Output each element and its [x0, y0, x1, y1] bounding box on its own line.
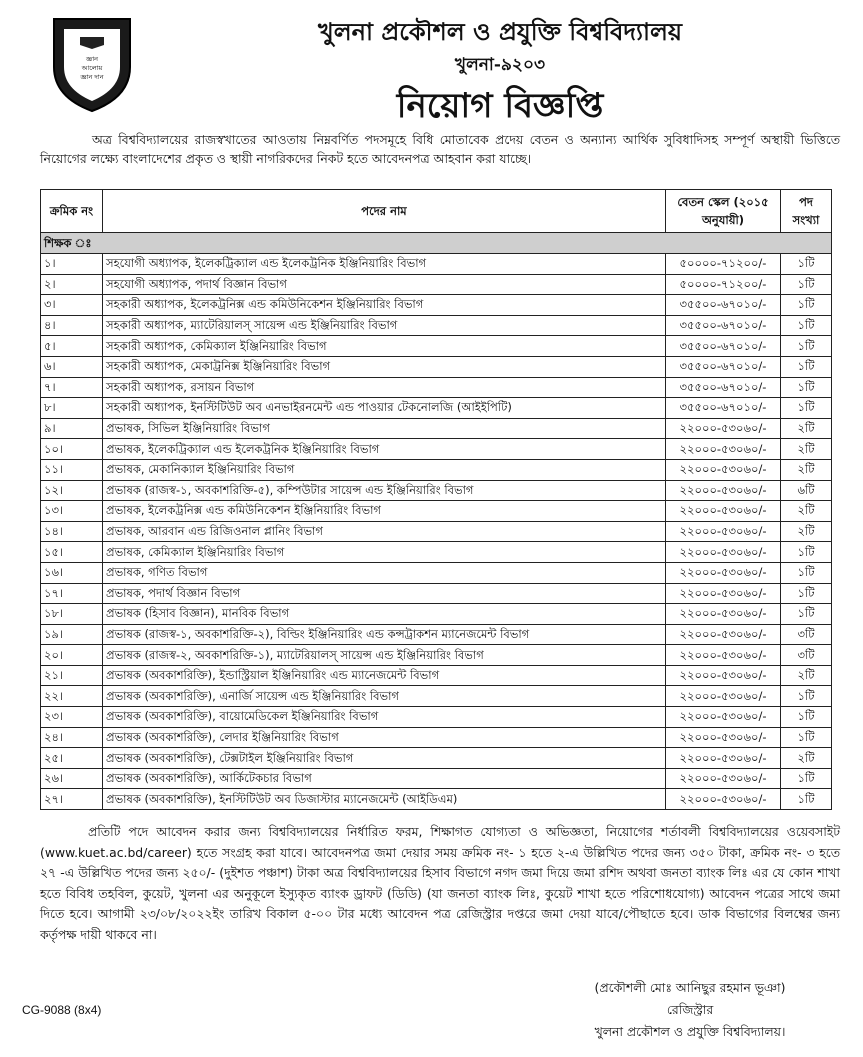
- row-serial: ১২।: [41, 480, 103, 501]
- row-pay-scale: ২২০০০-৫৩০৬০/-: [666, 665, 781, 686]
- row-pay-scale: ২২০০০-৫৩০৬০/-: [666, 583, 781, 604]
- row-pay-scale: ২২০০০-৫৩০৬০/-: [666, 480, 781, 501]
- row-serial: ৬।: [41, 356, 103, 377]
- row-post-name: প্রভাষক, ইলেকট্রিক্যাল এন্ড ইলেকট্রনিক ইঞ্জিনিয়ারিং বিভাগ: [103, 439, 666, 460]
- row-post-name: প্রভাষক, পদার্থ বিজ্ঞান বিভাগ: [103, 583, 666, 604]
- ad-code: CG-9088 (8x4): [22, 1003, 102, 1017]
- posts-table: [40, 189, 832, 810]
- row-post-name: প্রভাষক (হিসাব বিজ্ঞান), মানবিক বিভাগ: [103, 604, 666, 625]
- row-post-name: প্রভাষক (অবকাশরিক্তি), লেদার ইঞ্জিনিয়ারিং বিভাগ: [103, 727, 666, 748]
- table-row: [41, 686, 832, 707]
- row-post-count: ১টি: [781, 768, 832, 789]
- table-header-row: [41, 190, 832, 233]
- row-pay-scale: ৩৫৫০০-৬৭০১০/-: [666, 295, 781, 316]
- row-pay-scale: ২২০০০-৫৩০৬০/-: [666, 789, 781, 810]
- logo-text-3: জ্ঞান দান: [80, 73, 104, 81]
- table-row: [41, 645, 832, 666]
- row-serial: ১৪।: [41, 521, 103, 542]
- row-serial: ১৮।: [41, 604, 103, 625]
- row-post-count: ১টি: [781, 727, 832, 748]
- row-post-name: প্রভাষক, গণিত বিভাগ: [103, 562, 666, 583]
- table-row: [41, 727, 832, 748]
- row-post-count: ১টি: [781, 377, 832, 398]
- city-postcode: খুলনা-৯২০৩: [454, 55, 546, 75]
- row-serial: ১৬।: [41, 562, 103, 583]
- row-serial: ৪।: [41, 315, 103, 336]
- table-row: [41, 707, 832, 728]
- row-post-count: ২টি: [781, 439, 832, 460]
- logo-text-1: জ্ঞান: [86, 55, 98, 63]
- row-serial: ২০।: [41, 645, 103, 666]
- intro-paragraph: অত্র বিশ্ববিদ্যালয়ের রাজস্বখাতের আওতায় নিম্নবর্ণিত পদসমূহে বিধি মোতাবেক প্রদেয় বেতন ও অন্যান্য আর্থিক সুবিধাদিসহ সম্পূর্ণ অস্থায়ী ভিত্তিতে নিয়োগের লক্ষ্যে বাংলাদেশের প্রকৃত ও স্থায়ী নাগরিকদের নিকট হতে আবেদনপত্র আহবান করা যাচ্ছে।: [40, 132, 840, 166]
- row-post-name: প্রভাষক (অবকাশরিক্তি), এনার্জি সায়েন্স এন্ড ইঞ্জিনিয়ারিং বিভাগ: [103, 686, 666, 707]
- row-pay-scale: ২২০০০-৫৩০৬০/-: [666, 521, 781, 542]
- row-post-count: ১টি: [781, 315, 832, 336]
- table-row: [41, 295, 832, 316]
- row-pay-scale: ২২০০০-৫৩০৬০/-: [666, 459, 781, 480]
- row-serial: ২৫।: [41, 748, 103, 769]
- table-row: [41, 624, 832, 645]
- row-pay-scale: ২২০০০-৫৩০৬০/-: [666, 439, 781, 460]
- signatory-designation: রেজিস্ট্রার: [666, 1002, 714, 1017]
- signatory-institution: খুলনা প্রকৌশল ও প্রযুক্তি বিশ্ববিদ্যালয়।: [594, 1024, 786, 1039]
- section-label: শিক্ষক ঃ: [41, 233, 832, 254]
- signature-block: [540, 977, 840, 1043]
- application-instructions: প্রতিটি পদে আবেদন করার জন্য বিশ্ববিদ্যালয়ের নির্ধারিত ফরম, শিক্ষাগত যোগ্যতা ও অভিজ্ঞতা, নিয়োগের শর্তাবলী বিশ্ববিদ্যালয়ের ওয়েবসাইট (www.kuet.ac.bd/career) হতে সংগ্রহ করা যাবে। আবেদনপত্র জমা দেয়ার সময় ক্রমিক নং- ১ হতে ২-এ উল্লিখিত পদের জন্য ৩৫০ টাকা, ক্রমিক নং- ৩ হতে ২৭ -এ উল্লিখিত পদের জন্য ২৫০/- (দুইশত পঞ্চাশ) টাকা অত্র বিশ্ববিদ্যালয়ের হিসাব বিভাগে নগদ জমা দিয়ে জমা রশিদ অথবা জনতা ব্যাংক লিঃ এর যে কোন শাখা হতে বিবিধ তহবিল, কুয়েট, খুলনা এর অনুকূলে ইস্যুকৃত ব্যাংক ড্রাফট (ডিডি) (যা জনতা ব্যাংক লিঃ, কুয়েট শাখা হতে পরিশোধযোগ্য) আবেদন পত্রের সাথে জমা দিতে হবে। আগামী ২৩/০৮/২০২২ইং তারিখ বিকাল ৫-০০ টার মধ্যে আবেদন পত্র রেজিস্ট্রার দপ্তরে জমা দেয়া যাবে/পৌছাতে হবে। ডাক বিভাগের বিলম্বের জন্য কর্তৃপক্ষ দায়ী থাকবে না।: [40, 824, 840, 942]
- row-pay-scale: ৩৫৫০০-৬৭০১০/-: [666, 336, 781, 357]
- row-post-name: প্রভাষক, মেকানিক্যাল ইঞ্জিনিয়ারিং বিভাগ: [103, 459, 666, 480]
- row-post-name: প্রভাষক (রাজস্ব-২, অবকাশরিক্তি-১), ম্যাটেরিয়ালস্ সায়েন্স এন্ড ইঞ্জিনিয়ারিং বিভাগ: [103, 645, 666, 666]
- row-post-count: ২টি: [781, 459, 832, 480]
- row-post-name: সহকারী অধ্যাপক, ইলেকট্রনিক্স এন্ড কমিউনিকেশন ইঞ্জিনিয়ারিং বিভাগ: [103, 295, 666, 316]
- row-pay-scale: ৩৫৫০০-৬৭০১০/-: [666, 398, 781, 419]
- row-post-name: সহযোগী অধ্যাপক, পদার্থ বিজ্ঞান বিভাগ: [103, 274, 666, 295]
- row-serial: ১৩।: [41, 501, 103, 522]
- row-post-count: ১টি: [781, 254, 832, 275]
- row-pay-scale: ৩৫৫০০-৬৭০১০/-: [666, 377, 781, 398]
- table-row: [41, 604, 832, 625]
- row-post-count: ১টি: [781, 295, 832, 316]
- table-row: [41, 521, 832, 542]
- row-pay-scale: ২২০০০-৫৩০৬০/-: [666, 768, 781, 789]
- table-row: [41, 356, 832, 377]
- row-serial: ১।: [41, 254, 103, 275]
- row-post-count: ১টি: [781, 686, 832, 707]
- row-post-count: ৩টি: [781, 624, 832, 645]
- row-post-count: ১টি: [781, 274, 832, 295]
- row-serial: ১০।: [41, 439, 103, 460]
- row-pay-scale: ৫০০০০-৭১২০০/-: [666, 274, 781, 295]
- row-post-count: ১টি: [781, 356, 832, 377]
- table-row: [41, 748, 832, 769]
- header-count: পদ সংখ্যা: [781, 190, 832, 233]
- table-row: [41, 459, 832, 480]
- row-serial: ২৬।: [41, 768, 103, 789]
- row-post-count: ২টি: [781, 748, 832, 769]
- row-post-count: ১টি: [781, 562, 832, 583]
- row-post-name: প্রভাষক (অবকাশরিক্তি), বায়োমেডিকেল ইঞ্জিনিয়ারিং বিভাগ: [103, 707, 666, 728]
- table-row: [41, 254, 832, 275]
- row-serial: ১৫।: [41, 542, 103, 563]
- row-post-name: সহকারী অধ্যাপক, কেমিক্যাল ইঞ্জিনিয়ারিং বিভাগ: [103, 336, 666, 357]
- row-serial: ৫।: [41, 336, 103, 357]
- row-post-count: ১টি: [781, 789, 832, 810]
- row-post-name: প্রভাষক (অবকাশরিক্তি), ইন্ডাস্ট্রিয়াল ইঞ্জিনিয়ারিং এন্ড ম্যানেজমেন্ট বিভাগ: [103, 665, 666, 686]
- row-serial: ৭।: [41, 377, 103, 398]
- row-post-name: প্রভাষক, আরবান এন্ড রিজিওনাল প্লানিং বিভাগ: [103, 521, 666, 542]
- table-row: [41, 274, 832, 295]
- table-row: [41, 377, 832, 398]
- section-row: [41, 233, 832, 254]
- row-pay-scale: ৫০০০০-৭১২০০/-: [666, 254, 781, 275]
- header-post: পদের নাম: [103, 190, 666, 233]
- row-serial: ২৩।: [41, 707, 103, 728]
- table-row: [41, 336, 832, 357]
- row-post-count: ১টি: [781, 604, 832, 625]
- row-pay-scale: ২২০০০-৫৩০৬০/-: [666, 418, 781, 439]
- table-row: [41, 542, 832, 563]
- row-post-count: ৬টি: [781, 480, 832, 501]
- row-pay-scale: ২২০০০-৫৩০৬০/-: [666, 624, 781, 645]
- row-post-count: ৩টি: [781, 645, 832, 666]
- table-row: [41, 562, 832, 583]
- table-row: [41, 398, 832, 419]
- row-pay-scale: ২২০০০-৫৩০৬০/-: [666, 727, 781, 748]
- row-pay-scale: ২২০০০-৫৩০৬০/-: [666, 707, 781, 728]
- university-logo: [50, 15, 134, 113]
- row-serial: ৩।: [41, 295, 103, 316]
- table-row: [41, 789, 832, 810]
- row-post-name: সহযোগী অধ্যাপক, ইলেকট্রিক্যাল এন্ড ইলেকট্রনিক ইঞ্জিনিয়ারিং বিভাগ: [103, 254, 666, 275]
- table-row: [41, 480, 832, 501]
- university-name: খুলনা প্রকৌশল ও প্রযুক্তি বিশ্ববিদ্যালয়: [318, 17, 682, 46]
- row-post-name: প্রভাষক, কেমিক্যাল ইঞ্জিনিয়ারিং বিভাগ: [103, 542, 666, 563]
- row-serial: ৯।: [41, 418, 103, 439]
- table-row: [41, 768, 832, 789]
- row-pay-scale: ২২০০০-৫৩০৬০/-: [666, 542, 781, 563]
- row-post-count: ১টি: [781, 707, 832, 728]
- row-post-name: প্রভাষক, সিভিল ইঞ্জিনিয়ারিং বিভাগ: [103, 418, 666, 439]
- row-pay-scale: ২২০০০-৫৩০৬০/-: [666, 604, 781, 625]
- row-pay-scale: ২২০০০-৫৩০৬০/-: [666, 501, 781, 522]
- row-post-count: ২টি: [781, 521, 832, 542]
- row-post-name: প্রভাষক (রাজস্ব-১, অবকাশরিক্তি-৫), কম্পিউটার সায়েন্স এন্ড ইঞ্জিনিয়ারিং বিভাগ: [103, 480, 666, 501]
- row-serial: ১৭।: [41, 583, 103, 604]
- table-row: [41, 418, 832, 439]
- row-pay-scale: ২২০০০-৫৩০৬০/-: [666, 748, 781, 769]
- row-post-name: সহকারী অধ্যাপক, রসায়ন বিভাগ: [103, 377, 666, 398]
- row-pay-scale: ২২০০০-৫৩০৬০/-: [666, 686, 781, 707]
- row-serial: ২১।: [41, 665, 103, 686]
- row-post-name: প্রভাষক, ইলেকট্রনিক্স এন্ড কমিউনিকেশন ইঞ্জিনিয়ারিং বিভাগ: [103, 501, 666, 522]
- row-post-name: প্রভাষক (অবকাশরিক্তি), ইনস্টিটিউট অব ডিজাস্টার ম্যানেজমেন্ট (আইডিএম): [103, 789, 666, 810]
- row-post-count: ১টি: [781, 542, 832, 563]
- notice-title: নিয়োগ বিজ্ঞপ্তি: [396, 86, 604, 126]
- header-pay: বেতন স্কেল (২০১৫ অনুযায়ী): [666, 190, 781, 233]
- row-post-name: প্রভাষক (রাজস্ব-১, অবকাশরিক্তি-২), বিল্ডিং ইঞ্জিনিয়ারিং এন্ড কন্সট্রাকশন ম্যানেজমেন্ট বিভাগ: [103, 624, 666, 645]
- row-serial: ২২।: [41, 686, 103, 707]
- row-serial: ২।: [41, 274, 103, 295]
- row-serial: ১১।: [41, 459, 103, 480]
- row-serial: ১৯।: [41, 624, 103, 645]
- table-row: [41, 315, 832, 336]
- row-serial: ২৭।: [41, 789, 103, 810]
- row-serial: ৮।: [41, 398, 103, 419]
- row-post-count: ১টি: [781, 398, 832, 419]
- row-post-count: ১টি: [781, 583, 832, 604]
- row-post-name: প্রভাষক (অবকাশরিক্তি), টেক্সটাইল ইঞ্জিনিয়ারিং বিভাগ: [103, 748, 666, 769]
- row-pay-scale: ৩৫৫০০-৬৭০১০/-: [666, 356, 781, 377]
- row-post-count: ২টি: [781, 501, 832, 522]
- row-pay-scale: ২২০০০-৫৩০৬০/-: [666, 645, 781, 666]
- row-post-name: সহকারী অধ্যাপক, ইনস্টিটিউট অব এনভাইরনমেন্ট এন্ড পাওয়ার টেকনোলজি (আইইপিটি): [103, 398, 666, 419]
- table-row: [41, 439, 832, 460]
- table-row: [41, 583, 832, 604]
- signatory-name: (প্রকৌশলী মোঃ আনিছুর রহমান ভূঞা): [594, 980, 786, 995]
- row-post-name: প্রভাষক (অবকাশরিক্তি), আর্কিটেকচার বিভাগ: [103, 768, 666, 789]
- row-serial: ২৪।: [41, 727, 103, 748]
- table-row: [41, 665, 832, 686]
- row-post-count: ২টি: [781, 665, 832, 686]
- row-post-name: সহকারী অধ্যাপক, ম্যাটেরিয়ালস্ সায়েন্স এন্ড ইঞ্জিনিয়ারিং বিভাগ: [103, 315, 666, 336]
- row-post-count: ২টি: [781, 418, 832, 439]
- logo-text-2: আলোয়: [81, 64, 103, 72]
- row-post-name: সহকারী অধ্যাপক, মেকাট্রনিক্স ইঞ্জিনিয়ারিং বিভাগ: [103, 356, 666, 377]
- row-pay-scale: ৩৫৫০০-৬৭০১০/-: [666, 315, 781, 336]
- row-post-count: ১টি: [781, 336, 832, 357]
- table-row: [41, 501, 832, 522]
- header-serial: ক্রমিক নং: [41, 190, 103, 233]
- row-pay-scale: ২২০০০-৫৩০৬০/-: [666, 562, 781, 583]
